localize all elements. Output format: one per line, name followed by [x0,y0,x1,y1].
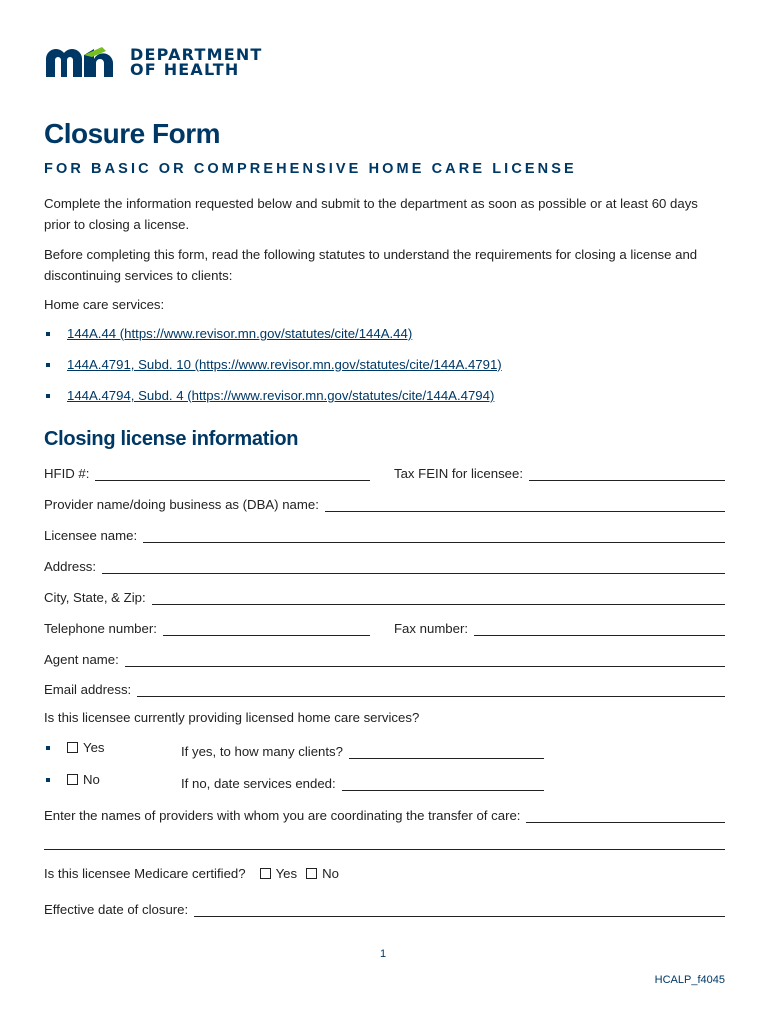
statute-item-1 [44,326,412,341]
address-label: Address: [44,559,97,574]
page-subtitle: FOR BASIC OR COMPREHENSIVE HOME CARE LICENSE [44,161,577,177]
bullet-icon [46,778,50,782]
licensee-name-label: Licensee name: [44,528,138,543]
transfer-providers-input[interactable] [526,809,725,823]
bullet-icon [46,332,50,336]
telephone-input[interactable] [163,622,370,636]
services-ended-field [181,771,544,791]
provider-name-input[interactable] [325,498,725,512]
medicare-no-checkbox[interactable] [306,868,317,879]
agent-name-label: Agent name: [44,652,119,667]
email-field [44,677,725,697]
logo-line-2: OF HEALTH [130,60,240,79]
page-number: 1 [380,948,387,960]
provider-name-field [44,492,725,512]
medicare-label: Is this licensee Medicare certified? [44,866,246,881]
effective-date-input[interactable] [194,903,725,917]
statute-link-1[interactable]: 144A.44 (https://www.revisor.mn.gov/statutes/cite/144A.44) [67,326,413,341]
licensee-name-field [44,523,725,543]
client-count-field [181,739,544,759]
no-checkbox[interactable] [67,774,78,785]
city-state-zip-input[interactable] [152,591,725,605]
medicare-yes-checkbox[interactable] [260,868,271,879]
no-label: No [83,772,100,787]
intro-paragraph-3: Home care services: [44,297,165,312]
client-count-input[interactable] [349,745,544,759]
yes-checkbox[interactable] [67,742,78,753]
telephone-label: Telephone number: [44,621,157,636]
providing-question: Is this licensee currently providing licensed home care services? [44,710,420,725]
provider-name-label: Provider name/doing business as (DBA) name: [44,497,319,512]
city-state-zip-field [44,585,725,605]
no-option-row [44,772,100,787]
fax-input[interactable] [474,622,725,636]
transfer-providers-field [44,803,725,823]
email-input[interactable] [137,683,725,697]
fax-label: Fax number: [394,621,469,636]
agent-name-field [44,647,725,667]
hfid-field [44,461,370,481]
city-state-zip-label: City, State, & Zip: [44,590,146,605]
form-code: HCALP_f4045 [654,974,725,986]
hfid-label: HFID #: [44,466,90,481]
licensee-name-input[interactable] [143,529,725,543]
services-ended-label: If no, date services ended: [181,776,336,791]
logo-wordmark [130,47,263,77]
yes-option-row [44,740,105,755]
medicare-yes-label: Yes [275,866,298,881]
transfer-providers-label: Enter the names of providers with whom you are coordinating the transfer of care: [44,808,521,823]
bullet-icon [46,394,50,398]
statute-item-3 [44,388,494,403]
statute-link-2[interactable]: 144A.4791, Subd. 10 (https://www.revisor.mn.gov/statutes/cite/144A.4791) [67,357,502,372]
tax-fein-label: Tax FEIN for licensee: [394,466,523,481]
email-label: Email address: [44,682,132,697]
telephone-field [44,616,370,636]
services-ended-input[interactable] [342,777,544,791]
bullet-icon [46,746,50,750]
tax-fein-field [394,461,725,481]
transfer-providers-line-2[interactable] [44,849,725,850]
medicare-row [44,866,339,881]
effective-date-field [44,897,725,917]
statute-item-2 [44,357,502,372]
hfid-input[interactable] [95,467,370,481]
yes-label: Yes [83,740,105,755]
tax-fein-input[interactable] [529,467,725,481]
client-count-label: If yes, to how many clients? [181,744,343,759]
effective-date-label: Effective date of closure: [44,902,189,917]
medicare-no-label: No [322,866,339,881]
page-title: Closure Form [44,118,221,149]
bullet-icon [46,363,50,367]
section-heading: Closing license information [44,428,299,450]
mn-logo-mark [44,45,122,79]
mdh-logo [44,44,263,80]
address-field [44,554,725,574]
intro-paragraph-1: Complete the information requested below and submit to the department as soon as possible or at least 60 days prior to closing a license. [44,196,698,232]
address-input[interactable] [102,560,725,574]
statute-link-3[interactable]: 144A.4794, Subd. 4 (https://www.revisor.mn.gov/statutes/cite/144A.4794) [67,388,495,403]
agent-name-input[interactable] [125,653,725,667]
logo-line-1: DEPARTMENT [130,45,263,64]
intro-paragraph-2: Before completing this form, read the following statutes to understand the requirements for closing a license and discontinuing services to clients: [44,247,698,283]
fax-field [394,616,725,636]
